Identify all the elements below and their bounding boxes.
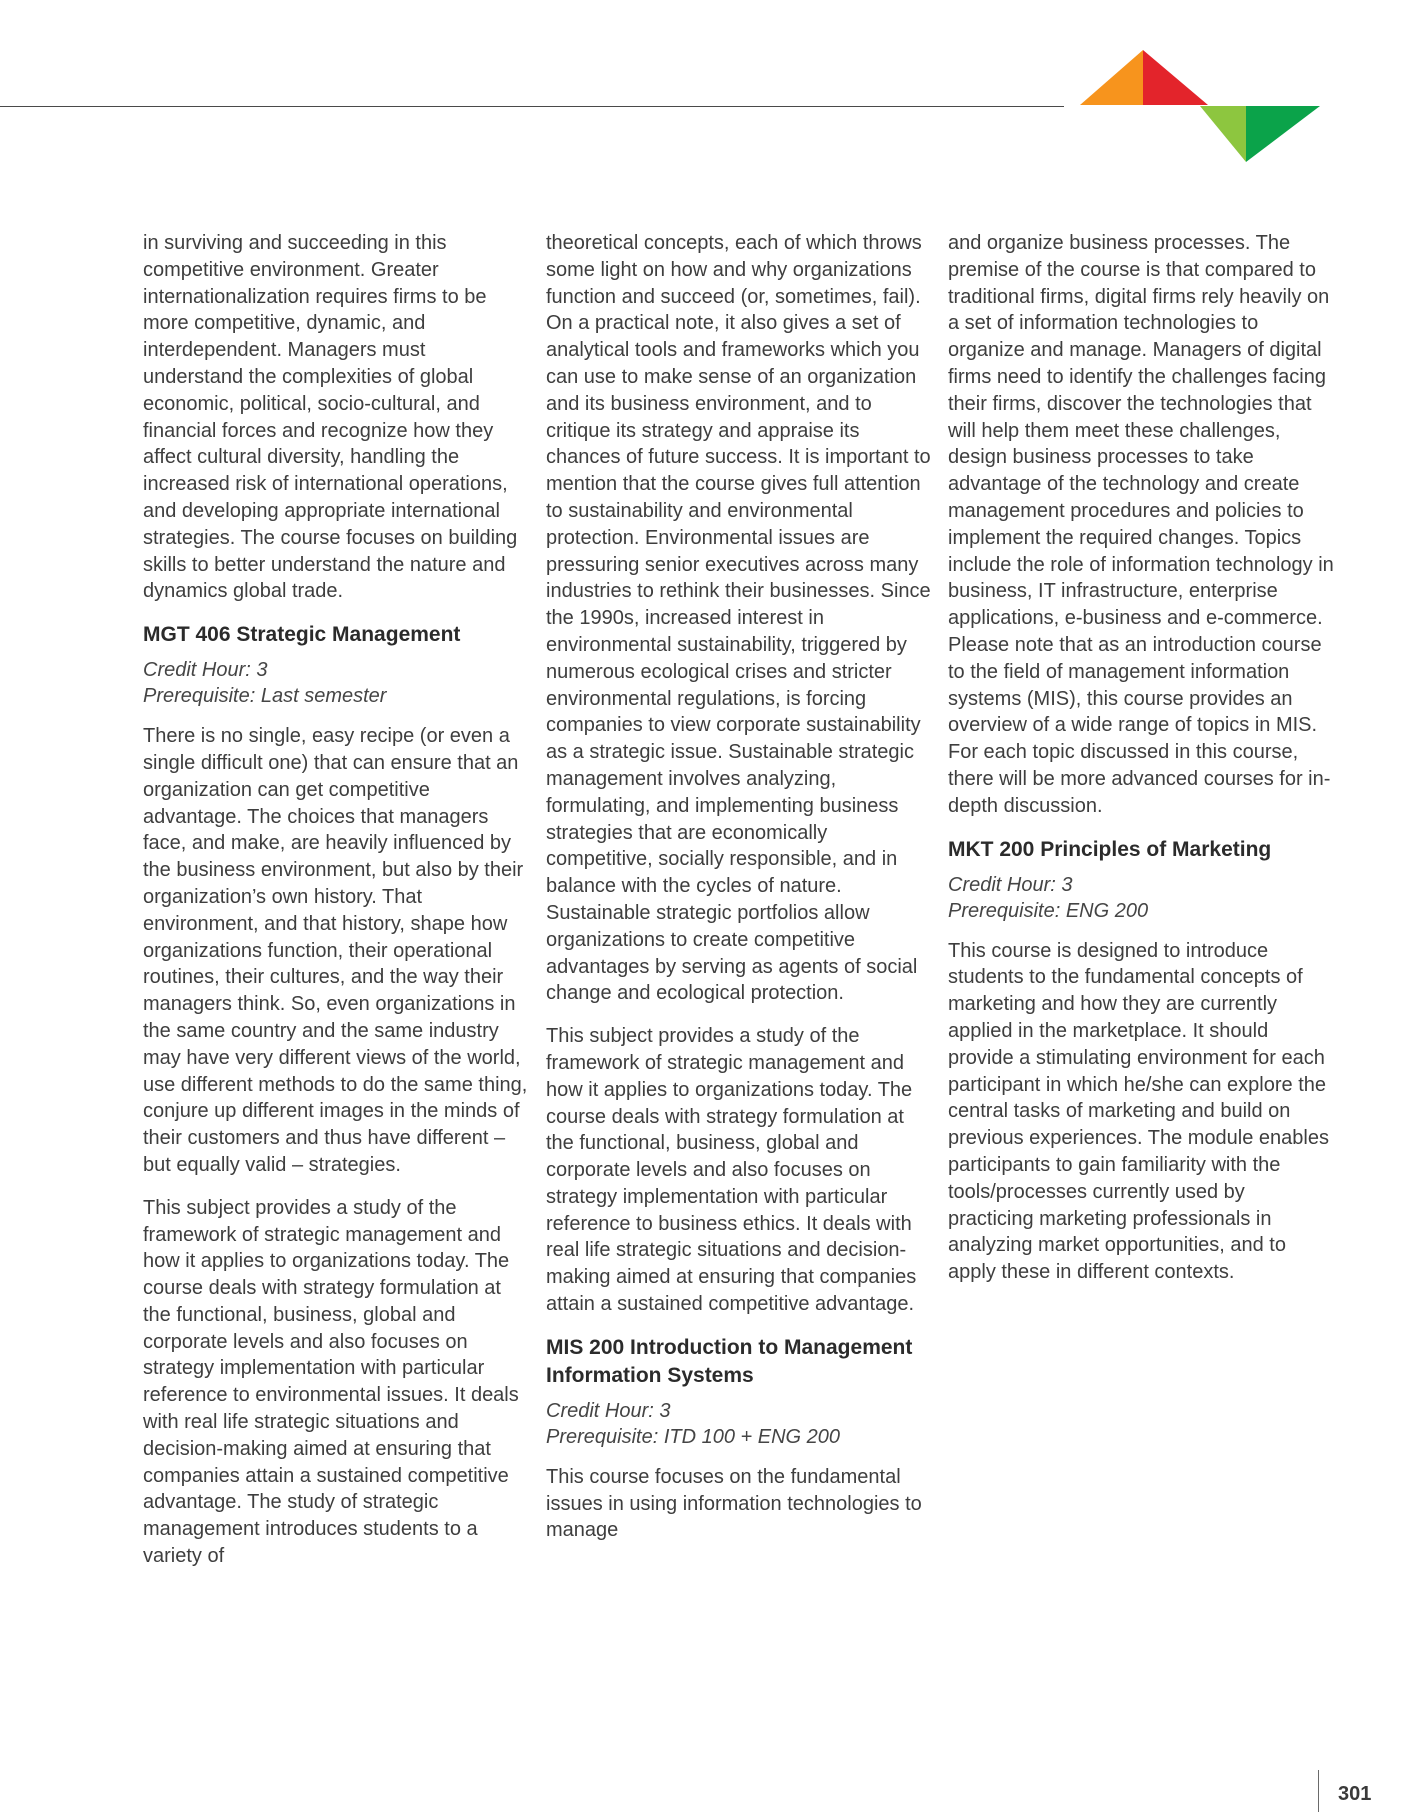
paragraph: theoretical concepts, each of which throws some light on how and why organizations function and succeed (or, sometimes, fail). On a practical note, it also gives a set of analytical tools and frameworks which you can use to make sense of an organization and its business environment, and to critique its strategy and appraise its chances of future success. It is important to mention that the course gives full attention to sustainability and environmental protection. Environmental issues are pressuring senior executives across many industries to rethink their businesses. Since the 1990s, increased interest in environmental sustainability, triggered by numerous ecological crises and stricter environmental regulations, is forcing companies to view corporate sustainability as a strategic issue. Sustainable strategic management involves analyzing, formulating, and implementing business strategies that are economically competitive, socially responsible, and in balance with the cycles of nature. Sustainable strategic portfolios allow organizations to create competitive advantages by serving as agents of social change and ecological protection.	[546, 232, 931, 1005]
page-number-rule	[1318, 1770, 1319, 1812]
red-triangle-icon	[1143, 50, 1208, 105]
paragraph: This course is designed to introduce students to the fundamental concepts of marketing and how they are currently applied in the marketplace. It should provide a stimulating environment for each participant in which he/she can explore the central tasks of marketing and build on previous experiences. The module enables participants to gain familiarity with the tools/processes currently used by practicing marketing professionals in analyzing market opportunities, and to apply these in different contexts.	[948, 939, 1329, 1284]
course-meta	[948, 872, 1334, 924]
paragraph: This subject provides a study of the framework of strategic management and how it applies to organizations today. The course deals with strategy formulation at the functional, business, global and corporate levels and also focuses on strategy implementation with particular reference to environmental issues. It deals with real life strategic situations and decision-making aimed at ensuring that companies attain a sustained competitive advantage. The study of strategic management introduces students to a variety of	[143, 1196, 519, 1568]
paragraph: in surviving and succeeding in this competitive environment. Greater internationalization requires firms to be more competitive, dynamic, and interdependent. Managers must understand the complexities of global economic, political, socio-cultural, and financial forces and recognize how they affect cultural diversity, handling the increased risk of international operations, and developing appropriate international strategies. The course focuses on building skills to better understand the nature and dynamics global trade.	[143, 232, 518, 603]
credit-hour: Credit Hour: 3	[546, 1399, 671, 1422]
column-right	[948, 230, 1334, 1302]
column-left	[143, 230, 529, 1586]
paragraph: This course focuses on the fundamental issues in using information technologies to manage	[546, 1465, 922, 1542]
page-number: 301	[1338, 1783, 1372, 1805]
credit-hour: Credit Hour: 3	[948, 873, 1073, 896]
column-middle	[546, 230, 932, 1560]
triangle-logo-icon	[1080, 50, 1320, 162]
course-heading-mkt200: MKT 200 Principles of Marketing	[948, 837, 1272, 861]
header-rule	[0, 106, 1064, 107]
paragraph: and organize business processes. The premise of the course is that compared to traditional firms, digital firms rely heavily on a set of information technologies to organize and manage. Managers of digital firms need to identify the challenges facing their firms, discover the technologies that will help them meet these challenges, design business processes to take advantage of the technology and create management procedures and policies to implement the required changes. Topics include the role of information technology in business, IT infrastructure, enterprise applications, e-business and e-commerce. Please note that as an introduction course to the field of management information systems (MIS), this course provides an overview of a wide range of topics in MIS. For each topic discussed in this course, there will be more advanced courses for in-depth discussion.	[948, 232, 1334, 817]
orange-triangle-icon	[1080, 50, 1143, 105]
prerequisite: Prerequisite: Last semester	[143, 685, 387, 708]
course-heading-mis200: MIS 200 Introduction to Management Information Systems	[546, 1335, 913, 1387]
green-triangle-icon	[1246, 106, 1320, 162]
lime-triangle-icon	[1200, 106, 1246, 162]
course-meta	[546, 1398, 932, 1450]
paragraph: This subject provides a study of the framework of strategic management and how it applies to organizations today. The course deals with strategy formulation at the functional, business, global and corporate levels and also focuses on strategy implementation with particular reference to business ethics. It deals with real life strategic situations and decision-making aimed at ensuring that companies attain a sustained competitive advantage.	[546, 1025, 917, 1316]
credit-hour: Credit Hour: 3	[143, 659, 268, 682]
course-meta	[143, 657, 529, 709]
prerequisite: Prerequisite: ENG 200	[948, 899, 1149, 922]
prerequisite: Prerequisite: ITD 100 + ENG 200	[546, 1425, 841, 1448]
course-heading-mgt406: MGT 406 Strategic Management	[143, 623, 461, 647]
paragraph: There is no single, easy recipe (or even a single difficult one) that can ensure that an organization can get competitive advantage. The choices that managers face, and make, are heavily influenced by the business environment, but also by their organization’s own history. That environment, and that history, shape how organizations function, their operational routines, their cultures, and the way their managers think. So, even organizations in the same country and the same industry may have very different views of the world, use different methods to do the same thing, conjure up different images in the minds of their customers and thus have different – but equally valid – strategies.	[143, 725, 528, 1176]
